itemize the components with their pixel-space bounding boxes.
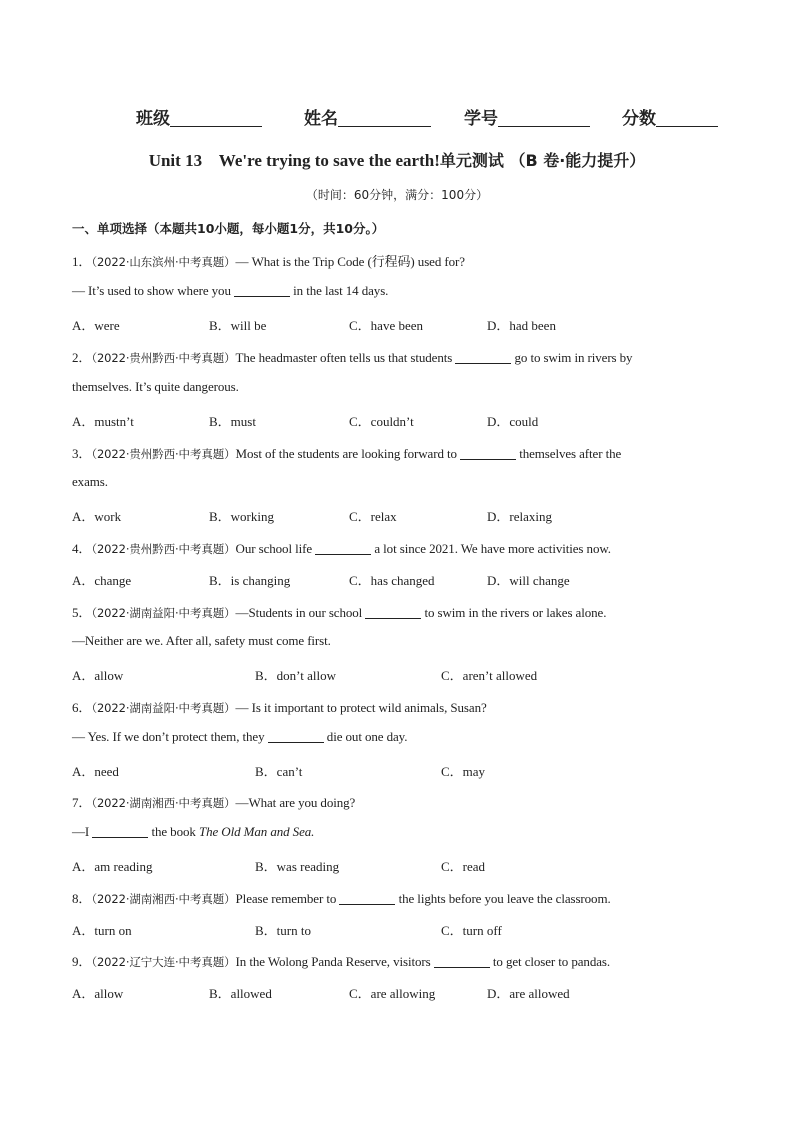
- option-d[interactable]: D．are allowed: [487, 986, 570, 1001]
- option-a[interactable]: A．turn on: [72, 923, 132, 938]
- question-text: —Neither are we. After all, safety must come first.: [72, 633, 331, 648]
- option-a[interactable]: A．mustn’t: [72, 414, 134, 429]
- question-3-line-2: [72, 474, 108, 490]
- option-c[interactable]: C．may: [441, 764, 486, 779]
- name-blank[interactable]: [338, 108, 431, 127]
- question-5-stem: [72, 602, 606, 621]
- option-a[interactable]: A．were: [72, 318, 120, 333]
- option-b[interactable]: B．don’t allow: [255, 668, 337, 683]
- option-a[interactable]: A．work: [72, 509, 122, 524]
- page-title: [0, 148, 794, 171]
- option-d[interactable]: D．could: [487, 414, 539, 429]
- title-english: Unit 13 We're trying to save the earth!: [148, 151, 440, 170]
- answer-blank[interactable]: [455, 351, 511, 364]
- option-a[interactable]: A．need: [72, 764, 119, 779]
- option-a[interactable]: A．change: [72, 573, 132, 588]
- option-c[interactable]: C．have been: [349, 318, 424, 333]
- question-text: a lot since 2021. We have more activities now.: [374, 541, 611, 556]
- question-text: In the Wolong Panda Reserve, visitors: [235, 954, 431, 969]
- answer-blank[interactable]: [365, 606, 421, 619]
- option-c[interactable]: C．are allowing: [349, 986, 436, 1001]
- option-c[interactable]: C．turn off: [441, 923, 502, 938]
- question-5-line-2: [72, 633, 331, 649]
- option-b[interactable]: B．is changing: [209, 573, 291, 588]
- question-text: The headmaster often tells us that students: [235, 350, 453, 365]
- question-source: （2022·湖南湘西·中考真题）: [91, 796, 236, 810]
- option-c[interactable]: C．read: [441, 859, 486, 874]
- question-1-line-2: [72, 283, 388, 299]
- option-a[interactable]: A．allow: [72, 986, 124, 1001]
- book-title: The Old Man and Sea.: [198, 824, 315, 839]
- option-b[interactable]: B．was reading: [255, 859, 340, 874]
- question-number: 3．: [72, 446, 92, 461]
- answer-blank[interactable]: [92, 825, 148, 838]
- option-a[interactable]: A．allow: [72, 668, 124, 683]
- student-id-field: [464, 104, 590, 129]
- answer-blank[interactable]: [234, 284, 290, 297]
- question-number: 5．: [72, 605, 92, 620]
- question-6-stem: [72, 697, 487, 716]
- question-3-stem: [72, 443, 621, 462]
- option-b[interactable]: B．working: [209, 509, 275, 524]
- question-text: themselves after the: [519, 446, 622, 461]
- question-4-stem: [72, 538, 611, 557]
- option-b[interactable]: B．will be: [209, 318, 267, 333]
- question-number: 2．: [72, 350, 92, 365]
- question-number: 7．: [72, 795, 92, 810]
- question-number: 1．: [72, 254, 92, 269]
- question-7-line-2: [72, 824, 314, 840]
- question-number: 4．: [72, 541, 92, 556]
- score-label: 分数: [622, 109, 656, 129]
- question-text: Please remember to: [235, 891, 337, 906]
- option-d[interactable]: D．had been: [487, 318, 556, 333]
- option-b[interactable]: B．turn to: [255, 923, 311, 938]
- question-text: the book: [151, 824, 196, 839]
- option-c[interactable]: C．relax: [349, 509, 397, 524]
- question-9-stem: [72, 951, 610, 970]
- question-text: — Yes. If we don’t protect them, they: [72, 729, 265, 744]
- option-a[interactable]: A．am reading: [72, 859, 153, 874]
- exam-time-info: （时间：60分钟，满分：100分）: [305, 188, 489, 202]
- question-text: — What is the Trip Code (行程码) used for?: [235, 254, 465, 269]
- title-chinese: 单元测试 （B 卷·能力提升）: [439, 151, 646, 170]
- question-text: go to swim in rivers by: [514, 350, 633, 365]
- class-field: [136, 104, 262, 129]
- answer-blank[interactable]: [434, 955, 490, 968]
- question-text: —What are you doing?: [235, 795, 356, 810]
- class-blank[interactable]: [170, 108, 262, 127]
- option-c[interactable]: C．couldn’t: [349, 414, 414, 429]
- option-c[interactable]: C．aren’t allowed: [441, 668, 538, 683]
- student-info-header: [0, 104, 794, 130]
- question-source: （2022·辽宁大连·中考真题）: [91, 955, 236, 969]
- option-c[interactable]: C．has changed: [349, 573, 435, 588]
- question-source: （2022·湖南益阳·中考真题）: [91, 701, 236, 715]
- question-source: （2022·湖南湘西·中考真题）: [91, 892, 236, 906]
- question-text: Our school life: [235, 541, 313, 556]
- answer-blank[interactable]: [339, 892, 395, 905]
- question-text: the lights before you leave the classroom.: [398, 891, 611, 906]
- question-1-stem: [72, 251, 465, 270]
- question-8-stem: [72, 888, 611, 907]
- question-source: （2022·贵州黔西·中考真题）: [91, 351, 236, 365]
- option-b[interactable]: B．can’t: [255, 764, 303, 779]
- question-source: （2022·湖南益阳·中考真题）: [91, 606, 236, 620]
- question-text: die out one day.: [326, 729, 408, 744]
- section-heading: 一、单项选择（本题共10小题，每小题1分，共10分。）: [72, 221, 385, 236]
- answer-blank[interactable]: [268, 730, 324, 743]
- option-b[interactable]: B．allowed: [209, 986, 272, 1001]
- answer-blank[interactable]: [460, 447, 516, 460]
- question-number: 9．: [72, 954, 92, 969]
- option-d[interactable]: D．relaxing: [487, 509, 552, 524]
- question-2-stem: [72, 347, 632, 366]
- question-source: （2022·贵州黔西·中考真题）: [91, 542, 236, 556]
- question-source: （2022·山东滨州·中考真题）: [91, 255, 236, 269]
- question-text: themselves. It’s quite dangerous.: [72, 379, 239, 394]
- score-field: [622, 104, 718, 129]
- question-7-stem: [72, 792, 355, 811]
- name-field: [304, 104, 431, 129]
- question-number: 8．: [72, 891, 92, 906]
- question-text: exams.: [72, 474, 108, 489]
- option-d[interactable]: D．will change: [487, 573, 570, 588]
- question-text: to get closer to pandas.: [492, 954, 611, 969]
- question-number: 6．: [72, 700, 92, 715]
- question-text: — It’s used to show where you: [72, 283, 231, 298]
- question-6-line-2: [72, 729, 407, 745]
- question-text: in the last 14 days.: [293, 283, 389, 298]
- student-id-blank[interactable]: [498, 108, 590, 127]
- answer-blank[interactable]: [315, 542, 371, 555]
- question-source: （2022·贵州黔西·中考真题）: [91, 447, 236, 461]
- question-text: —I: [72, 824, 90, 839]
- question-text: —Students in our school: [235, 605, 363, 620]
- question-text: — Is it important to protect wild animals, Susan?: [235, 700, 487, 715]
- question-text: Most of the students are looking forward to: [235, 446, 457, 461]
- option-b[interactable]: B．must: [209, 414, 256, 429]
- score-blank[interactable]: [656, 108, 718, 127]
- name-label: 姓名: [304, 109, 338, 129]
- question-text: to swim in the rivers or lakes alone.: [424, 605, 607, 620]
- student-id-label: 学号: [464, 109, 498, 129]
- question-2-line-2: [72, 379, 239, 395]
- class-label: 班级: [136, 109, 170, 129]
